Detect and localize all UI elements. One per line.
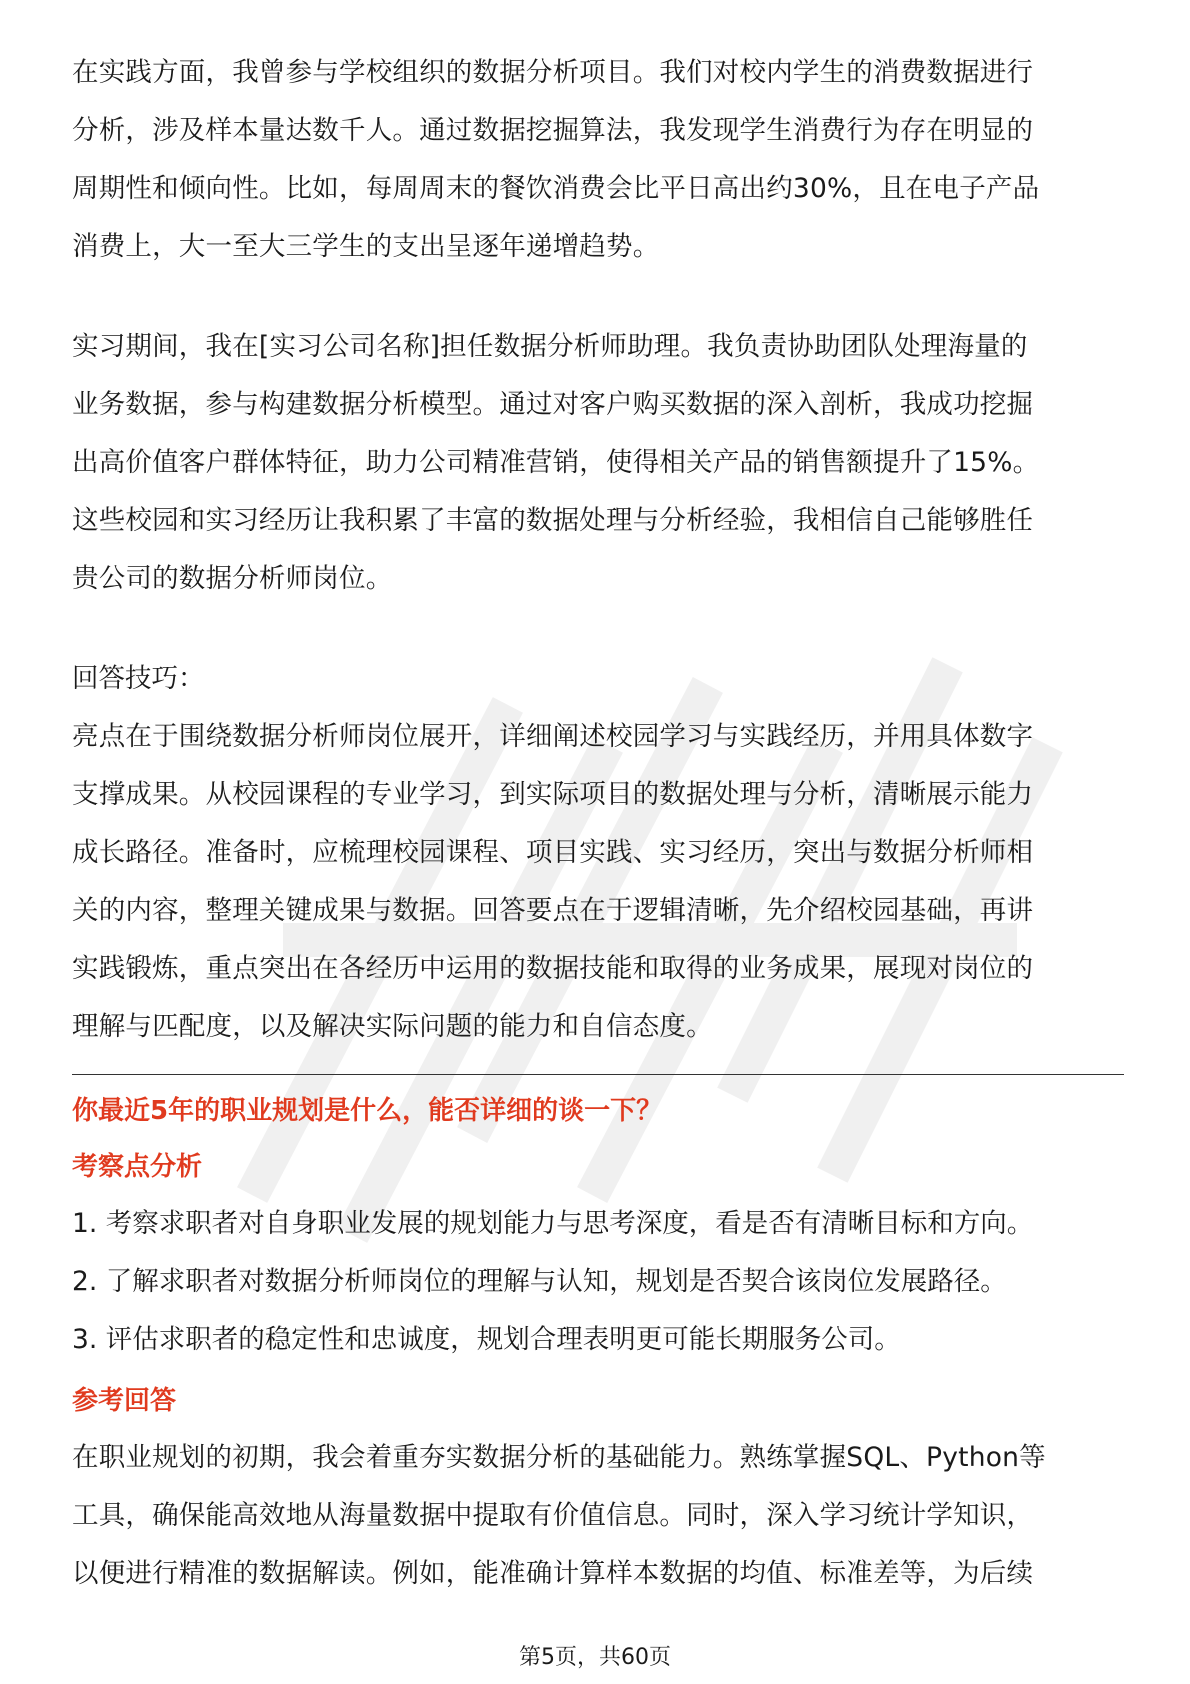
text-line: 周期性和倾向性。比如，每周周末的餐饮消费会比平日高出约30%，且在电子产品: [72, 173, 1040, 204]
analysis-title: 考察点分析: [72, 1152, 203, 1182]
reference-paragraph: [72, 1429, 1122, 1603]
text-line: 这些校园和实习经历让我积累了丰富的数据处理与分析经验，我相信自己能够胜任: [72, 505, 1034, 536]
text-line: 实习期间，我在[实习公司名称]担任数据分析师助理。我负责协助团队处理海量的: [72, 331, 1028, 362]
text-line: 业务数据，参与构建数据分析模型。通过对客户购买数据的深入剖析，我成功挖掘: [72, 389, 1034, 420]
text-line: 成长路径。准备时，应梳理校园课程、项目实践、实习经历，突出与数据分析师相: [72, 837, 1034, 868]
text-line: 以便进行精准的数据解读。例如，能准确计算样本数据的均值、标准差等，为后续: [72, 1558, 1034, 1589]
list-item: 3. 评估求职者的稳定性和忠诚度，规划合理表明更可能长期服务公司。: [72, 1324, 901, 1355]
tips-label: 回答技巧：: [72, 663, 205, 694]
list-item: 1. 考察求职者对自身职业发展的规划能力与思考深度，看是否有清晰目标和方向。: [72, 1208, 1034, 1239]
content-area: [72, 44, 1122, 1603]
text-line: 在职业规划的初期，我会着重夯实数据分析的基础能力。熟练掌握SQL、Python等: [72, 1442, 1046, 1473]
text-line: 亮点在于围绕数据分析师岗位展开，详细阐述校园学习与实践经历，并用具体数字: [72, 721, 1034, 752]
text-line: 出高价值客户群体特征，助力公司精准营销，使得相关产品的销售额提升了15%。: [72, 447, 1040, 478]
text-line: 贵公司的数据分析师岗位。: [72, 563, 393, 594]
text-line: 工具，确保能高效地从海量数据中提取有价值信息。同时，深入学习统计学知识，: [72, 1500, 1034, 1531]
analysis-list: [72, 1195, 1122, 1369]
tips-paragraph: [72, 708, 1122, 1056]
text-line: 消费上，大一至大三学生的支出呈逐年递增趋势。: [72, 231, 660, 262]
body-paragraph-internship: [72, 318, 1122, 608]
text-line: 分析，涉及样本量达数千人。通过数据挖掘算法，我发现学生消费行为存在明显的: [72, 115, 1034, 146]
spacer: [72, 276, 1122, 318]
section-divider: [72, 1074, 1124, 1075]
text-line: 支撑成果。从校园课程的专业学习，到实际项目的数据处理与分析，清晰展示能力: [72, 779, 1034, 810]
page-number: 第5页，共60页: [519, 1645, 671, 1670]
text-line: 关的内容，整理关键成果与数据。回答要点在于逻辑清晰，先介绍校园基础，再讲: [72, 895, 1034, 926]
question-heading: 你最近5年的职业规划是什么，能否详细的谈一下？: [72, 1096, 663, 1126]
text-line: 理解与匹配度，以及解决实际问题的能力和自信态度。: [72, 1011, 713, 1042]
body-paragraph-practice: [72, 44, 1122, 276]
text-line: 实践锻炼，重点突出在各经历中运用的数据技能和取得的业务成果，展现对岗位的: [72, 953, 1034, 984]
text-line: 在实践方面，我曾参与学校组织的数据分析项目。我们对校内学生的消费数据进行: [72, 57, 1034, 88]
list-item: 2. 了解求职者对数据分析师岗位的理解与认知，规划是否契合该岗位发展路径。: [72, 1266, 1007, 1297]
spacer: [72, 608, 1122, 650]
reference-title: 参考回答: [72, 1386, 177, 1416]
